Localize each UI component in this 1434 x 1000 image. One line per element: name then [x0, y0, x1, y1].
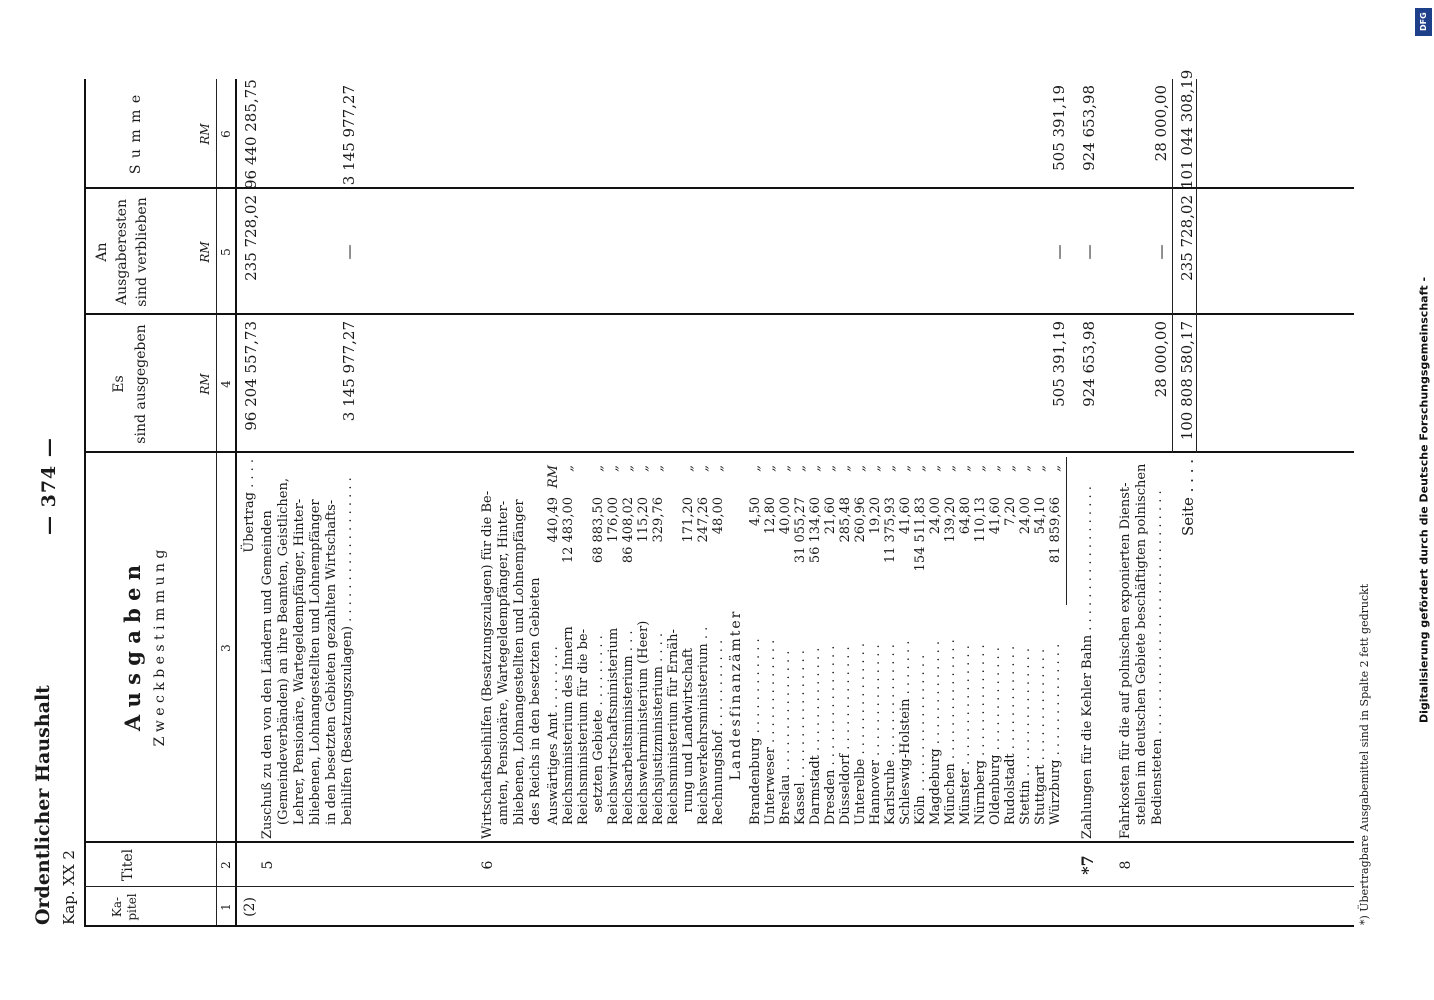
titel-8-line: Fahrkosten für die auf polnischen exponierten Dienst-	[1118, 482, 1133, 839]
expense-item-value: 41,60	[898, 497, 913, 535]
expense-item-value: 40,00	[778, 497, 793, 535]
expense-item-label: Reichswehrministerium (Heer)	[636, 620, 651, 825]
expense-item-unit: „	[1033, 465, 1048, 472]
seite-label: Seite . . . .	[1179, 459, 1197, 536]
expense-item	[1003, 457, 1018, 825]
titel-5-line: Zuschuß zu den von den Ländern und Gemeinden	[260, 510, 275, 839]
titel-6-text	[480, 455, 544, 839]
expense-item-label: Rechnungshof . . . . . . . . . . .	[711, 639, 726, 825]
col-num-2: 2	[219, 861, 233, 869]
expense-item-value: 86 408,02	[621, 497, 636, 564]
expense-item	[808, 457, 823, 825]
expense-item-label: Unterelbe . . . . . . . . . . . . . .	[853, 642, 868, 825]
expense-item-unit: „	[621, 465, 636, 472]
credit-text: Digitalisierung gefördert durch die Deutsche Forschungsgemeinschaft -	[1417, 276, 1431, 724]
titel-5-summe: 3 145 977,27	[340, 85, 358, 186]
expense-item	[1018, 457, 1033, 825]
table-top-rule	[84, 79, 86, 927]
expense-item-label: Stettin . . . . . . . . . . . . . . . .	[1018, 647, 1033, 825]
col-head-summe: S u m m e	[128, 93, 144, 175]
expense-item-label: Schleswig-Holstein . . . . . . .	[898, 640, 913, 825]
total-rule-bottom	[1196, 79, 1197, 453]
titel-8-text	[1118, 455, 1166, 839]
expense-item-value: 21,60	[823, 497, 838, 535]
expense-item-label: Reichsverkehrsministerium . .	[696, 626, 711, 825]
col-head-ausgegeben: Es sind ausgegeben	[111, 324, 149, 444]
expense-item-value: 68 883,50	[591, 497, 606, 564]
expense-item	[696, 457, 711, 825]
titel-8: 8	[1118, 860, 1134, 870]
table-left-border	[84, 925, 1354, 927]
expense-item-unit: „	[868, 465, 883, 472]
expense-item-label: Auswärtiges Amt . . . . . . . .	[546, 646, 561, 825]
expense-item-unit: „	[943, 465, 958, 472]
expense-item-label: Dresden . . . . . . . . . . . . . . .	[823, 645, 838, 825]
expense-item	[778, 457, 793, 825]
col-num-6: 6	[219, 130, 233, 138]
expense-item	[868, 457, 883, 825]
titel-6-summe: 505 391,19	[1050, 85, 1068, 171]
expense-item-value: 24,00	[1018, 497, 1033, 535]
expense-item-unit: „	[1003, 465, 1018, 472]
expense-item-value: 329,76	[651, 497, 666, 543]
uebertrag-reste: 235 728,02	[242, 195, 260, 281]
expense-item-unit: „	[1048, 465, 1063, 472]
expense-item-value: 7,20	[1003, 497, 1018, 526]
expense-item-unit: „	[988, 465, 1003, 472]
expense-item-unit: „	[793, 465, 808, 472]
expense-item	[681, 457, 696, 825]
expense-item-value: 285,48	[838, 497, 853, 543]
expense-item-unit: „	[838, 465, 853, 472]
titel-5-line: in den besetzten Gebieten gezahlten Wirtschafts-	[324, 499, 339, 825]
items-sum-rule	[1066, 457, 1067, 605]
expense-item	[636, 457, 651, 825]
head-unit-rule	[216, 79, 217, 927]
expense-item-value: 171,20	[681, 497, 696, 543]
expense-item-unit: „	[681, 465, 696, 472]
titel-6-line: bliebenen, Lohnangestellten und Lohnempfänger	[512, 499, 527, 825]
expense-item	[763, 457, 778, 825]
unit-col6: RM	[198, 123, 212, 145]
expense-item-unit: „	[913, 465, 928, 472]
expense-item	[591, 457, 606, 825]
titel-5-line: beihilfen (Besatzungszulagen) . . . . . . . . . . . . . . . . . .	[340, 477, 355, 825]
expense-item	[943, 457, 958, 825]
expense-item-value: 54,10	[1033, 497, 1048, 535]
expense-item	[1033, 457, 1048, 825]
expense-item-unit: „	[636, 465, 651, 472]
footnote: *) Übertragbare Ausgabemittel sind in Spalte 2 fett gedruckt	[1358, 583, 1371, 925]
expense-item	[1048, 457, 1063, 825]
titel-7-label: Zahlungen für die Kehler Bahn . . . . . . . . . . . . . . . . . .	[1080, 486, 1095, 839]
expense-item-label: München . . . . . . . . . . . . . . .	[943, 639, 958, 825]
col-num-1: 1	[219, 903, 233, 911]
expense-item-value: 247,26	[696, 497, 711, 543]
expense-item-unit: „	[591, 465, 606, 472]
expense-item-label: Brandenburg . . . . . . . . . . . .	[748, 638, 763, 825]
titel-6-reste: —	[1050, 244, 1068, 260]
expense-item	[958, 457, 973, 825]
expense-item-value: 81 859,66	[1048, 497, 1063, 564]
titel-5: 5	[260, 860, 276, 870]
expense-item-label: Würzburg . . . . . . . . . . . . . .	[1048, 643, 1063, 825]
expense-item-label: Rudolstadt . . . . . . . . . . . . .	[1003, 645, 1018, 825]
kapitel-value: (2)	[242, 897, 258, 917]
dfg-logo: DFG	[1415, 8, 1432, 36]
ledger-page	[20, 55, 1380, 935]
head-bottom-rule	[235, 79, 237, 927]
digitization-credit	[1414, 0, 1434, 1000]
titel-7: *7	[1078, 855, 1097, 875]
expense-item-value: 19,20	[868, 497, 883, 535]
col-head-ausgaben: A u s g a b e n	[120, 564, 145, 732]
expense-item-value: 110,13	[973, 497, 988, 543]
col-head-ausgabereste: An Ausgaberesten sind verblieben	[94, 197, 150, 307]
uebertrag-label: Übertrag . . . .	[242, 459, 257, 553]
expense-item-unit: „	[763, 465, 778, 472]
expense-item-value: 12,80	[763, 497, 778, 535]
titel-5-line: (Gemeindeverbänden) an ihre Beamten, Geistlichen,	[276, 477, 291, 825]
expense-item-label: Nürnberg . . . . . . . . . . . . . .	[973, 644, 988, 825]
expense-item-unit: „	[853, 465, 868, 472]
expense-item-unit: „	[808, 465, 823, 472]
col-num-4: 4	[219, 380, 233, 388]
expense-item-label: Kassel . . . . . . . . . . . . . . . .	[793, 650, 808, 825]
expense-item-unit: „	[823, 465, 838, 472]
expense-item-unit: „	[1018, 465, 1033, 472]
expense-item	[838, 457, 853, 825]
expense-item-value: 260,96	[853, 497, 868, 543]
expense-item-unit: RM	[546, 465, 561, 489]
col-num-3: 3	[219, 644, 233, 652]
titel-6-ausgegeben: 505 391,19	[1050, 321, 1068, 407]
col-num-5: 5	[219, 248, 233, 256]
expense-item	[928, 457, 943, 825]
expense-item-label: Darmstadt . . . . . . . . . . . . .	[808, 647, 823, 825]
expense-item-unit: „	[778, 465, 793, 472]
titel-8-line: stellen im deutschen Gebiete beschäftigten polnischen	[1134, 463, 1149, 825]
expense-item-value: 154 511,83	[913, 497, 928, 572]
expense-item	[711, 457, 726, 825]
expense-item	[748, 457, 763, 825]
expense-item-value: 176,00	[606, 497, 621, 543]
expense-item-value: 440,49	[546, 497, 561, 543]
expense-item	[973, 457, 988, 825]
titel-6-line: amten, Pensionäre, Wartegeldempfänger, Hinter-	[496, 500, 511, 825]
landesfinanzaemter-heading: Landesfinanzämter	[728, 609, 744, 781]
titel-8-ausgegeben: 28 000,00	[1152, 321, 1170, 398]
page-number: — 374 —	[38, 437, 60, 535]
expense-item-label: Düsseldorf . . . . . . . . . . . . .	[838, 646, 853, 825]
seite-summe: 101 044 308,19	[1178, 69, 1196, 189]
expense-item	[898, 457, 913, 825]
expense-item-label: Reichsministerium des Innern	[561, 626, 576, 825]
expense-item-label: setzten Gebiete . . . . . . . . .	[591, 635, 606, 825]
expense-item-label: Münster . . . . . . . . . . . . . . .	[958, 645, 973, 825]
expense-item-label: Köln . . . . . . . . . . . . . . . . .	[913, 654, 928, 825]
expense-item-value: 41,60	[988, 497, 1003, 535]
expense-item-unit: „	[928, 465, 943, 472]
expense-item-unit: „	[606, 465, 621, 472]
expense-item-value: 12 483,00	[561, 497, 576, 564]
expense-item	[621, 457, 636, 825]
expense-item-value: 56 134,60	[808, 497, 823, 564]
titel-8-summe: 28 000,00	[1152, 85, 1170, 162]
total-rule-top	[1172, 79, 1173, 453]
titel-5-reste: —	[340, 244, 358, 260]
expense-item-label: Reichsjustizministerium . . . .	[651, 632, 666, 825]
expense-item-unit: „	[883, 465, 898, 472]
expense-item-unit: „	[958, 465, 973, 472]
expense-item	[853, 457, 868, 825]
titel-7-ausgegeben: 924 653,98	[1080, 321, 1098, 407]
expense-item-unit: „	[973, 465, 988, 472]
uebertrag-summe: 96 440 285,75	[242, 79, 260, 189]
expense-item	[651, 457, 666, 825]
expense-item	[606, 457, 621, 825]
expense-item-label: Reichsarbeitsministerium . . .	[621, 630, 636, 825]
expense-item	[793, 457, 808, 825]
col-head-titel: Titel	[120, 848, 136, 882]
titel-7-reste: —	[1080, 244, 1098, 260]
expense-item	[546, 457, 561, 825]
seite-reste: 235 728,02	[1178, 195, 1196, 281]
expense-item	[913, 457, 928, 825]
uebertrag-ausgegeben: 96 204 557,73	[242, 321, 260, 431]
expense-item-value: 139,20	[943, 497, 958, 543]
seite-ausgegeben: 100 808 580,17	[1178, 321, 1196, 441]
expense-item-unit: „	[898, 465, 913, 472]
expense-item-unit: „	[711, 465, 726, 472]
expense-item-label: Reichswirtschaftsministerium	[606, 627, 621, 825]
titel-5-ausgegeben: 3 145 977,27	[340, 321, 358, 422]
titel-6: 6	[480, 860, 496, 870]
expense-item-label: Breslau . . . . . . . . . . . . . . .	[778, 650, 793, 825]
titel-5-text	[260, 455, 356, 839]
expense-item-label: Reichsministerium für die be-	[576, 628, 591, 825]
col-head-zweckbestimmung: Z w e c k b e s t i m m u n g	[152, 549, 168, 747]
titel-8-line: Bediensteten . . . . . . . . . . . . . . . . . . . . . . . . . . . . . .	[1150, 490, 1165, 825]
expense-item	[576, 457, 591, 825]
expense-item-label: Hannover . . . . . . . . . . . . . .	[868, 644, 883, 825]
expense-item-label: Oldenburg . . . . . . . . . . . . .	[988, 647, 1003, 825]
chapter-label: Kap. XX 2	[60, 850, 78, 925]
expense-item-value: 4,50	[748, 497, 763, 526]
expense-item-value: 115,20	[636, 497, 651, 543]
unit-col4: RM	[198, 373, 212, 395]
expense-item-value: 11 375,93	[883, 497, 898, 564]
expense-item-value: 31 055,27	[793, 497, 808, 564]
expense-item-label: Reichsministerium für Ernäh-	[666, 629, 681, 825]
expense-item-value: 48,00	[711, 497, 726, 535]
expense-item-unit: „	[561, 465, 576, 472]
titel-5-line: bliebenen, Lohnangestellten und Lohnempfänger	[308, 499, 323, 825]
expense-item-label: rung und Landwirtschaft	[681, 648, 696, 825]
expense-item-label: Karlsruhe . . . . . . . . . . . . . .	[883, 644, 898, 825]
titel-8-reste: —	[1152, 244, 1170, 260]
expense-item-value: 24,00	[928, 497, 943, 535]
page-title: Ordentlicher Haushalt	[32, 685, 54, 925]
expense-item-value: 64,80	[958, 497, 973, 535]
expense-item	[823, 457, 838, 825]
expense-item-label: Unterweser . . . . . . . . . . . . .	[763, 639, 778, 825]
expense-item	[561, 457, 576, 825]
expense-item-unit: „	[651, 465, 666, 472]
unit-col5: RM	[198, 241, 212, 263]
expense-item-label: Magdeburg . . . . . . . . . . . . .	[928, 640, 943, 825]
expense-item-label: Stuttgart . . . . . . . . . . . . . .	[1033, 648, 1048, 825]
titel-6-line: des Reichs in den besetzten Gebieten	[528, 577, 543, 825]
expense-item	[883, 457, 898, 825]
expense-item-unit: „	[696, 465, 711, 472]
expense-item	[988, 457, 1003, 825]
col-head-kapitel: Ka- pitel	[110, 893, 139, 921]
titel-7-summe: 924 653,98	[1080, 85, 1098, 171]
titel-6-line: Wirtschaftsbeihilfen (Besatzungszulagen) für die Be-	[480, 490, 495, 839]
expense-item-unit: „	[748, 465, 763, 472]
titel-5-line: Lehrer, Pensionäre, Wartegeldempfänger, Hinter-	[292, 498, 307, 825]
expense-item	[666, 457, 681, 825]
